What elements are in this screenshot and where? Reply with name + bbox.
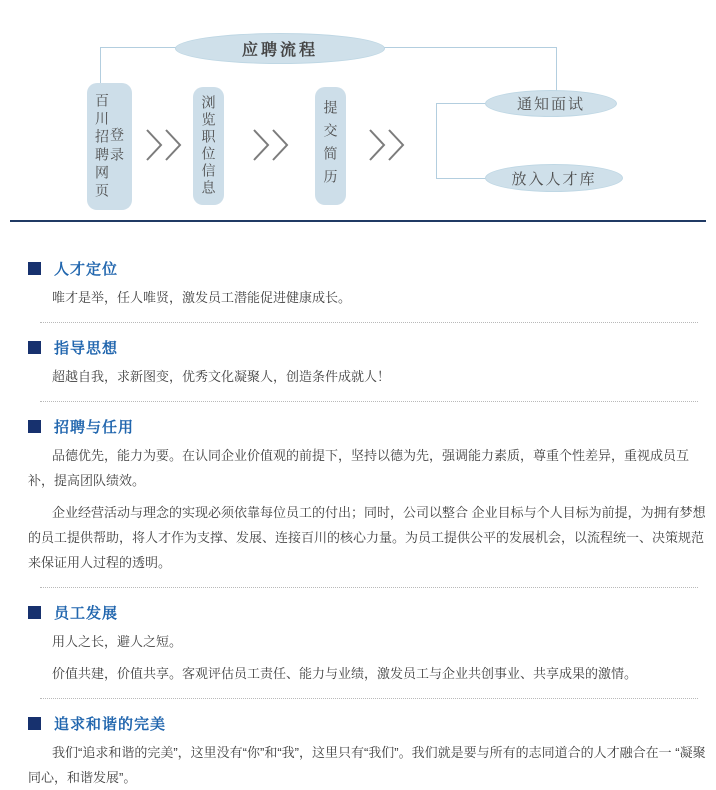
section-title: 指导思想 [54,339,119,357]
flow-outcome-label: 通知面试 [516,96,585,113]
section-paragraph: 品德优先，能力为要。在认同企业价值观的前提下，坚持以德为先，强调能力素质，尊重个性差异，重视成员互补，提高团队绩效。 [28,448,690,488]
section-heading [28,337,716,357]
section-heading [28,416,716,436]
section-title: 员工发展 [54,604,119,622]
flow-outcome-talent-pool [485,164,623,192]
policy-sections [0,222,716,790]
section-title: 追求和谐的完美 [54,715,167,733]
section-paragraph: 用人之长，避人之短。 [52,634,183,649]
section-paragraph: 企业经营活动与理念的实现必须依靠每位员工的付出；同时，公司以整合 企业目标与个人目标为前提，为拥有梦想的员工提供帮助，将人才作为支撑、发展、连接百川的核心力量。为员工提供公平的发展机会，以流程统一、决策规范来保证用人过程的透明。 [28,505,706,570]
double-chevron-icon [251,127,289,163]
connector-line [384,47,557,48]
flow-step-sublabel: 登录 [109,126,125,167]
application-flow-diagram [0,0,716,220]
section-guiding-ideology [0,323,716,402]
flow-step-browse-box [193,87,224,205]
flow-step-label: 百川招聘网页 [94,92,110,201]
flow-title-ellipse [175,33,385,64]
connector-line [436,103,437,179]
flow-step-label: 提交简历 [322,100,339,192]
flow-step-submit-box [315,87,346,205]
section-bullet-icon [28,262,41,275]
section-paragraph: 价值共建，价值共享。客观评估员工责任、能力与业绩，激发员工与企业共创事业、共享成果的激情。 [52,666,638,681]
section-heading [28,602,716,622]
double-chevron-icon [367,127,405,163]
connector-line [436,103,488,104]
section-recruitment-appointment [0,402,716,588]
section-title: 人才定位 [54,260,119,278]
flow-step-login-box [87,83,132,210]
section-bullet-icon [28,606,41,619]
section-harmonious-perfection [0,699,716,790]
section-paragraph: 唯才是举，任人唯贤，激发员工潜能促进健康成长。 [52,290,352,305]
flow-outcome-label: 放入人才库 [511,170,597,188]
section-heading [28,713,716,733]
section-bullet-icon [28,420,41,433]
flow-title: 应聘流程 [241,42,318,59]
connector-line [556,47,557,91]
section-employee-development [0,588,716,699]
section-bullet-icon [28,341,41,354]
flow-step-label: 浏览职位信息 [200,95,217,197]
section-paragraph: 我们“追求和谐的完美”，这里没有“你”和“我”，这里只有“我们”。我们就是要与所有的志同道合的人才融合在一 “凝聚同心，和谐发展”。 [28,745,706,785]
double-chevron-icon [144,127,182,163]
flow-outcome-interview [485,90,617,117]
section-paragraph: 超越自我，求新图变，优秀文化凝聚人，创造条件成就人！ [52,369,391,384]
section-heading [28,258,716,278]
connector-line [436,178,488,179]
section-talent-positioning [0,244,716,323]
connector-line [100,47,176,48]
section-title: 招聘与任用 [54,418,135,436]
connector-line [100,47,101,84]
